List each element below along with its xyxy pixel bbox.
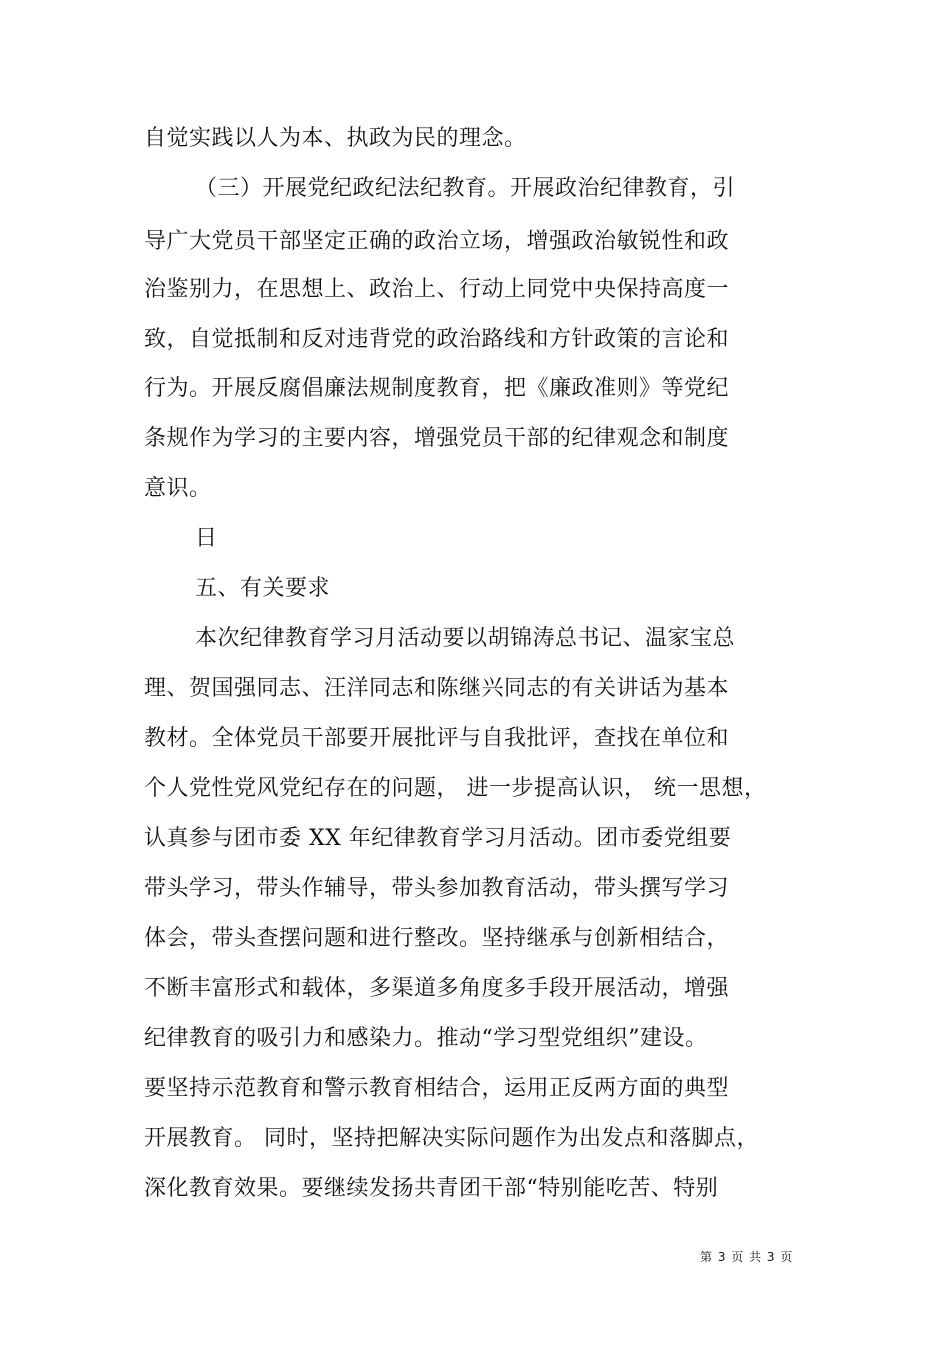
text-line: 本次纪律教育学习月活动要以胡锦涛总书记、温家宝总 [195,626,736,651]
text-line: 不断丰富形式和载体，多渠道多角度多手段开展活动，增强 [144,976,730,1001]
page-number-footer: 第 3 页 共 3 页 [700,1250,794,1264]
text-line: 教材。全体党员干部要开展批评与自我批评，查找在单位和 [144,726,730,751]
section-heading: 五、有关要求 [195,576,331,601]
text-line: 认真参与团市委 XX 年纪律教育学习月活动。团市委党组要 [144,826,732,851]
text-line: 开展教育。 同时，坚持把解决实际问题作为出发点和落脚点， [144,1126,759,1151]
text-line: 深化教育效果。要继续发扬共青团干部“特别能吃苦、特别 [144,1176,719,1201]
text-line: 意识。 [144,476,212,501]
text-line: （三）开展党纪政纪法纪教育。开展政治纪律教育，引 [195,176,736,201]
text-line: 自觉实践以人为本、执政为民的理念。 [144,126,527,151]
text-line: 个人党性党风党纪存在的问题， 进一步提高认识， 统一思想， [144,776,767,801]
text-line: 条规作为学习的主要内容，增强党员干部的纪律观念和制度 [144,426,730,451]
text-line: 行为。开展反腐倡廉法规制度教育，把《廉政准则》等党纪 [144,376,730,401]
text-line: 体会，带头查摆问题和进行整改。坚持继承与创新相结合， [144,926,730,951]
text-line: 治鉴别力，在思想上、政治上、行动上同党中央保持高度一 [144,277,730,302]
text-line: 理、贺国强同志、汪洋同志和陈继兴同志的有关讲话为基本 [144,676,730,701]
text-line: 要坚持示范教育和警示教育相结合，运用正反两方面的典型 [144,1076,730,1101]
text-line: 导广大党员干部坚定正确的政治立场，增强政治敏锐性和政 [144,229,730,254]
text-line: 纪律教育的吸引力和感染力。推动“学习型党组织”建设。 [144,1026,708,1051]
text-line: 带头学习，带头作辅导，带头参加教育活动，带头撰写学习 [144,876,730,901]
text-line: 日 [195,526,218,551]
text-line: 致，自觉抵制和反对违背党的政治路线和方针政策的言论和 [144,327,730,352]
